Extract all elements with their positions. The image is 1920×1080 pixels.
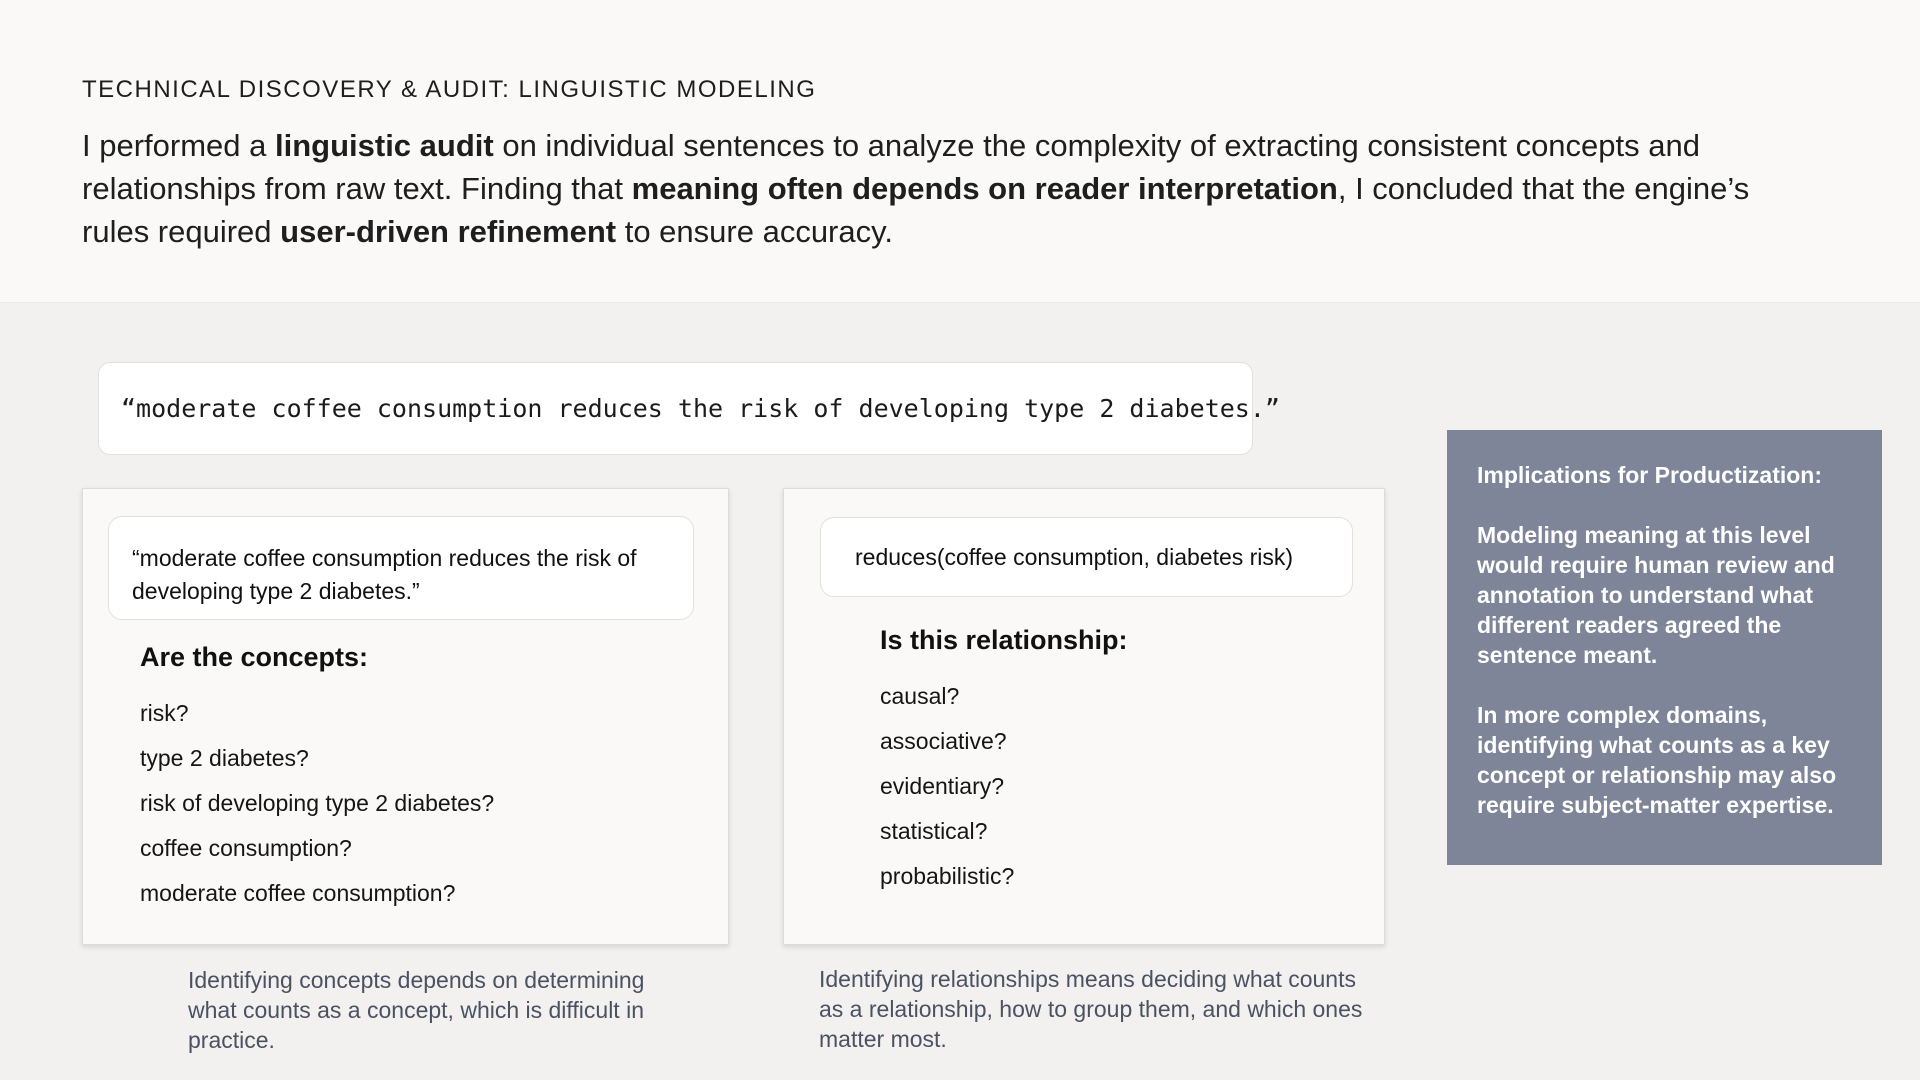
relationship-option: evidentiary? — [880, 773, 1005, 799]
relationship-caption: Identifying relationships means deciding what counts as a relationship, how to group them, and which ones matter most. — [819, 966, 1363, 1052]
example-sentence-box — [98, 362, 1280, 455]
concepts-quote-box — [108, 516, 694, 620]
implications-paragraph: In more complex domains, identifying what counts as a key concept or relationship may also require subject-matter expertise. — [1477, 702, 1837, 818]
concepts-quote: “moderate coffee consumption reduces the risk of developing type 2 diabetes.” — [132, 545, 637, 604]
relationship-heading: Is this relationship: — [880, 625, 1128, 655]
section-eyebrow: TECHNICAL DISCOVERY & AUDIT: LINGUISTIC MODELING — [82, 76, 817, 103]
concepts-option-list — [140, 691, 494, 916]
header-band — [0, 0, 1920, 303]
relationship-expression-box — [820, 517, 1353, 597]
relationship-expression: reduces(coffee consumption, diabetes risk) — [855, 543, 1294, 570]
intro-text-2: on individual sentences to analyze the complexity of extracting consistent concepts and relationships from raw text. Finding that — [82, 128, 1700, 206]
intro-text-3: , I concluded that the engine’s rules required — [82, 171, 1750, 249]
intro-bold-3: user-driven refinement — [280, 214, 617, 249]
concept-option: risk? — [140, 700, 189, 726]
intro-text-4: to ensure accuracy. — [616, 214, 893, 249]
relationship-option-list — [880, 674, 1014, 899]
example-sentence: “moderate coffee consumption reduces the risk of developing type 2 diabetes.” — [121, 394, 1280, 423]
implications-panel — [1447, 430, 1882, 865]
implications-paragraph: Modeling meaning at this level would require human review and annotation to understand what different readers agreed the sentence meant. — [1477, 522, 1835, 668]
intro-bold-2: meaning often depends on reader interpretation — [631, 171, 1338, 206]
relationship-option: causal? — [880, 683, 960, 709]
concept-option: type 2 diabetes? — [140, 745, 309, 771]
concept-option: moderate coffee consumption? — [140, 880, 456, 906]
relationship-card — [783, 488, 1385, 945]
relationship-option: statistical? — [880, 818, 988, 844]
concepts-caption: Identifying concepts depends on determining what counts as a concept, which is difficult in practice. — [188, 967, 645, 1053]
concept-option: risk of developing type 2 diabetes? — [140, 790, 495, 816]
intro-bold-1: linguistic audit — [274, 128, 494, 163]
implications-title: Implications for Productization: — [1477, 462, 1823, 488]
concepts-card — [82, 488, 729, 945]
intro-paragraph — [82, 124, 1782, 253]
concepts-heading: Are the concepts: — [140, 642, 369, 672]
relationship-option: associative? — [880, 728, 1007, 754]
intro-text-1: I performed a — [82, 128, 275, 163]
relationship-option: probabilistic? — [880, 863, 1015, 889]
concept-option: coffee consumption? — [140, 835, 352, 861]
